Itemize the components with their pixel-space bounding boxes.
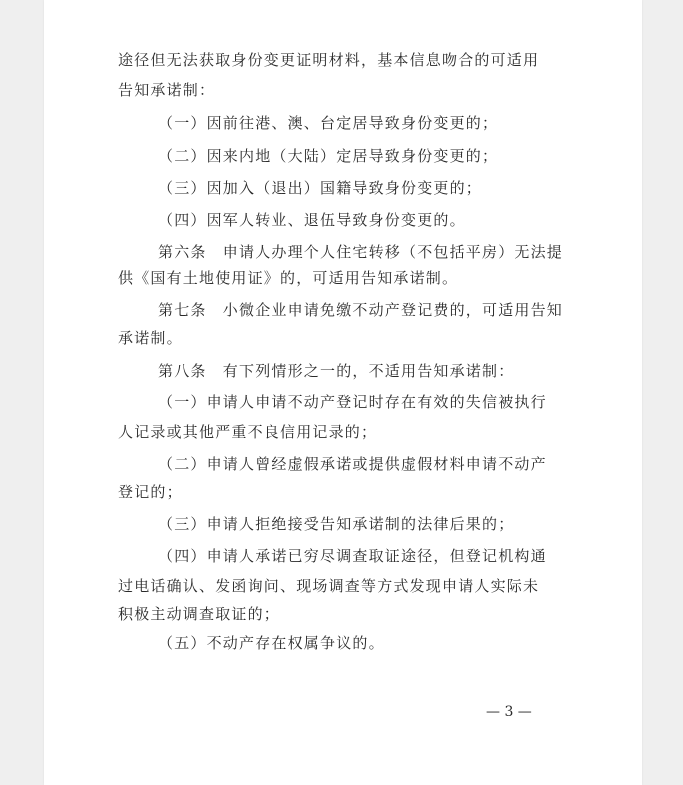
list-item: （一）申请人申请不动产登记时存在有效的失信被执行 — [158, 393, 547, 411]
list-item: （四）申请人承诺已穷尽调查取证途径，但登记机构通 — [158, 547, 547, 565]
list-item: （一）因前往港、澳、台定居导致身份变更的； — [158, 114, 499, 132]
text-line: 承诺制。 — [118, 329, 183, 347]
article-heading-line: 第六条 申请人办理个人住宅转移（不包括平房）无法提 — [158, 243, 564, 261]
list-item: （三）因加入（退出）国籍导致身份变更的； — [158, 179, 483, 197]
text-line: 人记录或其他严重不良信用记录的； — [118, 423, 378, 441]
text-line: 过电话确认、发函询问、现场调查等方式发现申请人实际未 — [118, 577, 540, 595]
list-item: （二）因来内地（大陆）定居导致身份变更的； — [158, 147, 499, 165]
list-item: （二）申请人曾经虚假承诺或提供虚假材料申请不动产 — [158, 455, 547, 473]
list-item: （四）因军人转业、退伍导致身份变更的。 — [158, 211, 466, 229]
article-heading-line: 第七条 小微企业申请免缴不动产登记费的，可适用告知 — [158, 301, 564, 319]
list-item: （三）申请人拒绝接受告知承诺制的法律后果的； — [158, 515, 515, 533]
text-line: 积极主动调查取证的； — [118, 605, 281, 623]
page-number: — 3 — — [486, 704, 532, 720]
text-line: 登记的； — [118, 483, 183, 501]
text-line: 途径但无法获取身份变更证明材料，基本信息吻合的可适用 — [118, 51, 540, 69]
list-item: （五）不动产存在权属争议的。 — [158, 634, 385, 652]
text-line: 供《国有土地使用证》的，可适用告知承诺制。 — [118, 269, 459, 287]
text-line: 告知承诺制： — [118, 81, 216, 99]
article-heading-line: 第八条 有下列情形之一的，不适用告知承诺制： — [158, 362, 515, 380]
